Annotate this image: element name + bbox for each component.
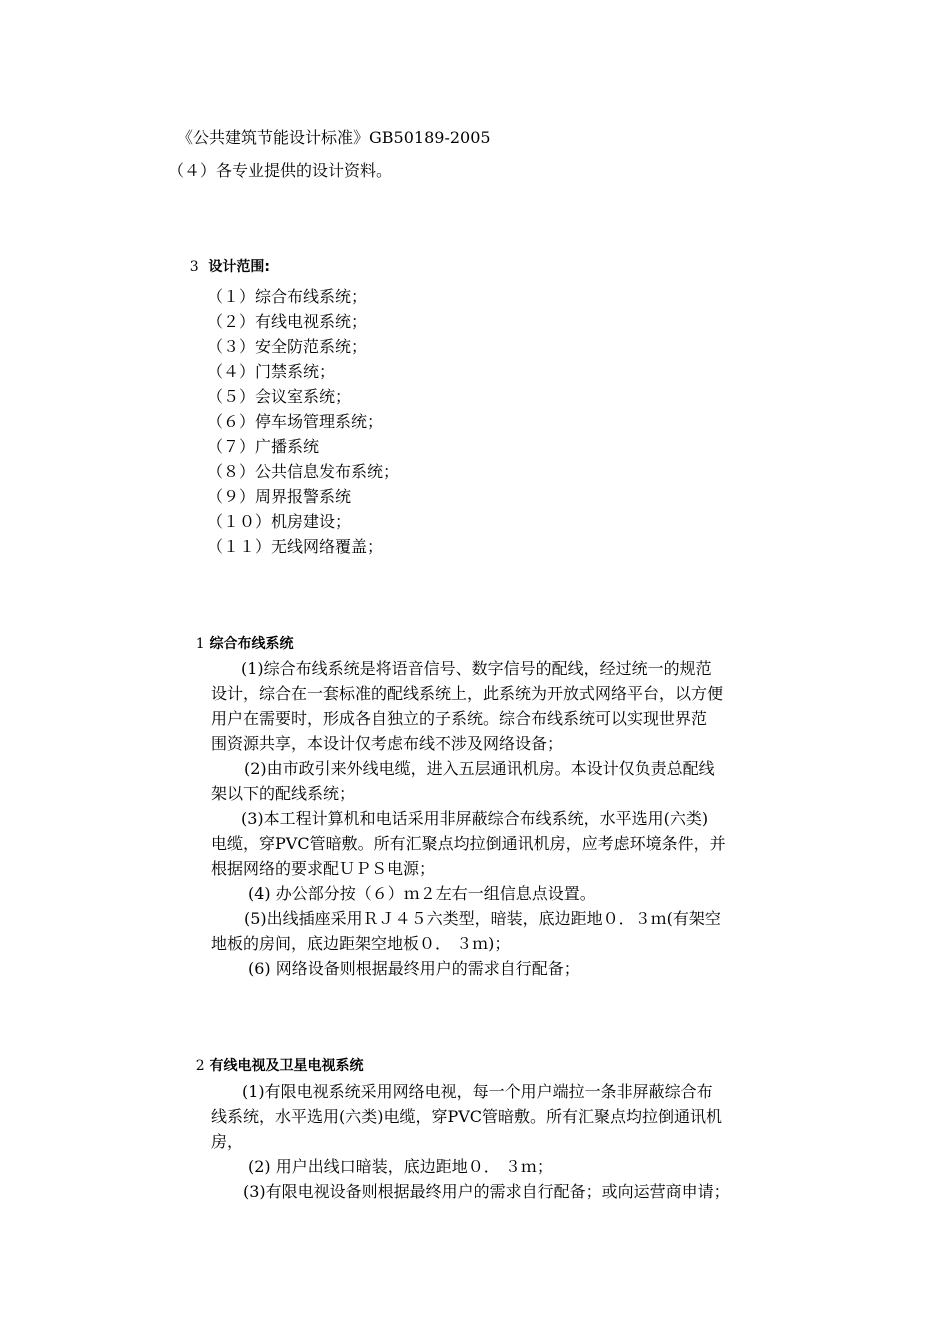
catv-paragraph-line: 线系统，水平选用(六类)电缆，穿PVC管暗敷。所有汇聚点均拉倒通讯机 bbox=[211, 1107, 723, 1126]
cabling-paragraph-line: (2)由市政引来外线电缆，进入五层通讯机房。本设计仅负责总配线 bbox=[244, 759, 715, 778]
catv-paragraph-line: 房， bbox=[211, 1132, 244, 1151]
scope-item: （６）停车场管理系统； bbox=[207, 412, 384, 431]
cabling-paragraph-line: (1)综合布线系统是将语音信号、数字信号的配线，经过统一的规范 bbox=[241, 659, 712, 678]
cabling-title: 综合布线系统 bbox=[209, 636, 294, 652]
standard-reference: 《公共建筑节能设计标准》GB50189-2005 bbox=[177, 128, 491, 147]
section-3-heading bbox=[180, 234, 270, 278]
scope-item: （５）会议室系统； bbox=[207, 387, 352, 406]
cabling-paragraph-line: 设计，综合在一套标准的配线系统上，此系统为开放式网络平台，以方便 bbox=[211, 684, 724, 703]
cabling-paragraph-line: 用户在需要时，形成各自独立的子系统。综合布线系统可以实现世界范 bbox=[211, 709, 708, 728]
cabling-paragraph-line: 根据网络的要求配ＵＰＳ电源； bbox=[211, 859, 436, 878]
scope-item: （１０）机房建设； bbox=[207, 512, 352, 531]
catv-title: 有线电视及卫星电视系统 bbox=[209, 1058, 364, 1074]
cabling-paragraph-line: (3)本工程计算机和电话采用非屏蔽综合布线系统，水平选用(六类) bbox=[241, 809, 709, 828]
cabling-paragraph-line: (5)出线插座采用ＲＪ４５六类型，暗装，底边距地０．３ｍ(有架空 bbox=[244, 909, 721, 928]
catv-paragraph-line: (2) 用户出线口暗装，底边距地０． ３ｍ； bbox=[248, 1157, 553, 1176]
catv-paragraph-line: (3)有限电视设备则根据最终用户的需求自行配备；或向运营商申请； bbox=[243, 1182, 730, 1201]
cabling-number: 1 bbox=[195, 636, 205, 652]
section-3-title: 设计范围: bbox=[208, 259, 271, 275]
section-3-number: 3 bbox=[189, 259, 199, 275]
catv-number: 2 bbox=[195, 1058, 205, 1074]
catv-heading bbox=[186, 1033, 364, 1077]
cabling-paragraph-line: (6) 网络设备则根据最终用户的需求自行配备； bbox=[248, 959, 580, 978]
scope-item: （３）安全防范系统； bbox=[207, 337, 368, 356]
scope-item: （１１）无线网络覆盖； bbox=[207, 537, 384, 556]
cabling-paragraph-line: 架以下的配线系统； bbox=[211, 784, 356, 803]
cabling-paragraph-line: (4) 办公部分按（６）ｍ２左右一组信息点设置。 bbox=[248, 884, 596, 903]
cabling-paragraph-line: 围资源共享，本设计仅考虑布线不涉及网络设备； bbox=[211, 734, 564, 753]
scope-item: （２）有线电视系统； bbox=[207, 312, 368, 331]
scope-item: （７）广播系统 bbox=[207, 437, 320, 456]
scope-item: （８）公共信息发布系统； bbox=[207, 462, 400, 481]
scope-item: （９）周界报警系统 bbox=[207, 487, 352, 506]
scope-item: （４）门禁系统； bbox=[207, 362, 336, 381]
cabling-paragraph-line: 地板的房间，底边距架空地板０． ３ｍ)； bbox=[211, 934, 511, 953]
cabling-paragraph-line: 电缆，穿PVC管暗敷。所有汇聚点均拉倒通讯机房，应考虑环境条件，并 bbox=[211, 834, 726, 853]
cabling-heading bbox=[186, 611, 294, 655]
scope-item: （１）综合布线系统； bbox=[207, 287, 368, 306]
intro-item-4: （４）各专业提供的设计资料。 bbox=[168, 161, 393, 180]
catv-paragraph-line: (1)有限电视系统采用网络电视，每一个用户端拉一条非屏蔽综合布 bbox=[242, 1082, 713, 1101]
